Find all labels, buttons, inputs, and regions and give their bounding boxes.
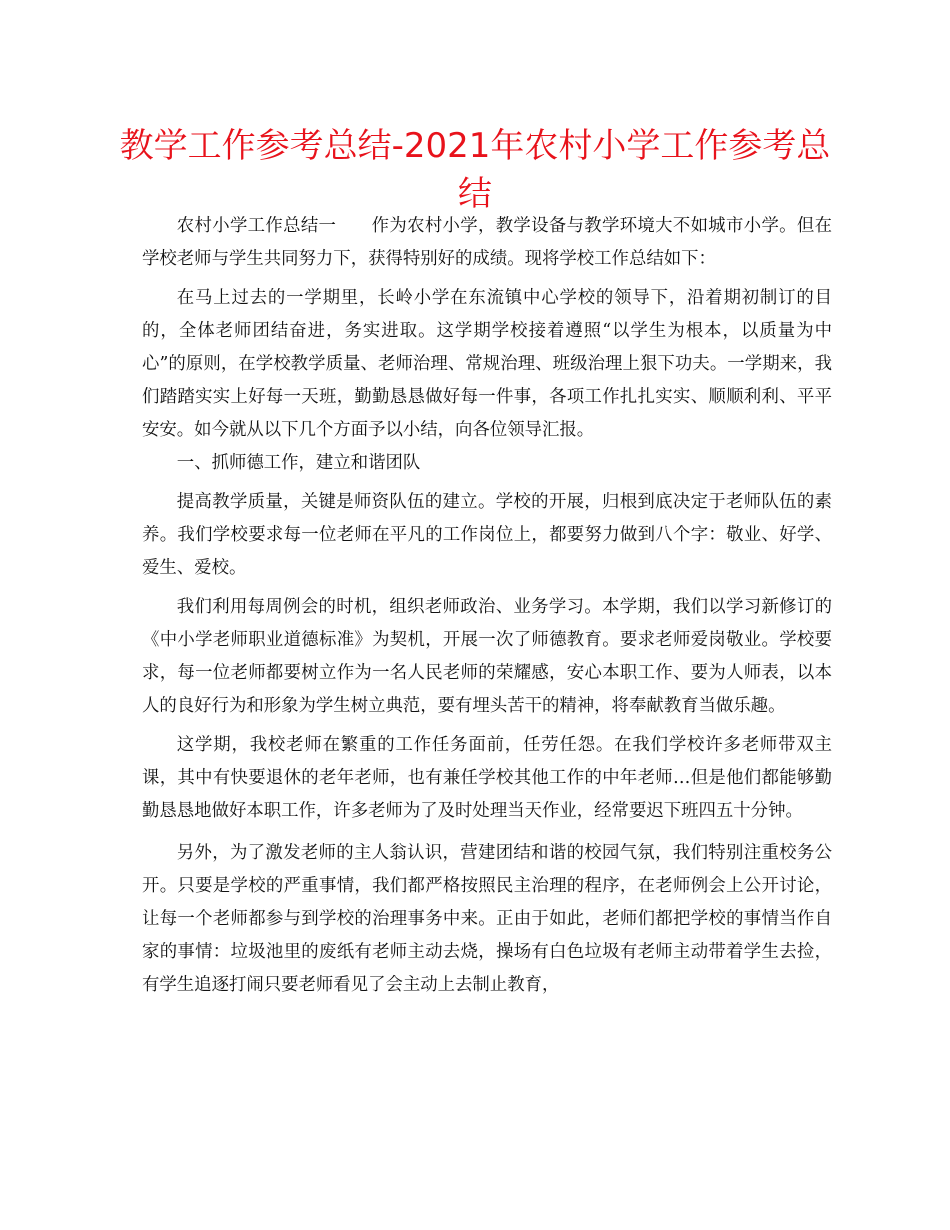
paragraph-weekly-study: 我们利用每周例会的时机，组织老师政治、业务学习。本学期，我们以学习新修订的《中小学老师职业道德标准》为契机，开展一次了师德教育。要求老师爱岗敬业。学校要求，每一位老师都要树立作为一名人民老师的荣耀感，安心本职工作、要为人师表，以本人的良好行为和形象为学生树立典范，要有埋头苦干的精神，将奉献教育当做乐趣。: [142, 597, 832, 716]
paragraph-school-affairs: 另外，为了激发老师的主人翁认识，营建团结和谐的校园气氛，我们特别注重校务公开。只要是学校的严重事情，我们都严格按照民主治理的程序，在老师例会上公开讨论，让每一个老师都参与到学校的治理事务中来。正由于如此，老师们都把学校的事情当作自家的事情：垃圾池里的废纸有老师主动去烧，操场有白色垃圾有老师主动带着学生去捡，有学生追逐打闹只要老师看见了会主动上去制止教育，: [142, 843, 832, 995]
document-body: [142, 210, 832, 1002]
document-title: 教学工作参考总结-2021年农村小学工作参考总结: [119, 126, 831, 214]
paragraph-team-building: 提高教学质量，关键是师资队伍的建立。学校的开展，归根到底决定于老师队伍的素养。我们学校要求每一位老师在平凡的工作岗位上，都要努力做到八个字：敬业、好学、爱生、爱校。: [142, 492, 832, 578]
paragraph-intro: 农村小学工作总结一 作为农村小学，教学设备与教学环境大不如城市小学。但在学校老师与学生共同努力下，获得特别好的成绩。现将学校工作总结如下：: [142, 216, 832, 269]
section-heading-teacher-ethics: 一、抓师德工作，建立和谐团队: [176, 453, 421, 473]
paragraph-overview: 在马上过去的一学期里，长岭小学在东流镇中心学校的领导下，沿着期初制订的目的，全体老师团结奋进，务实进取。这学期学校接着遵照“以学生为根本，以质量为中心”的原则，在学校教学质量、老师治理、常规治理、班级治理上狠下功夫。一学期来，我们踏踏实实上好每一天班，勤勤恳恳做好每一件事，各项工作扎扎实实、顺顺利利、平平安安。如今就从以下几个方面予以小结，向各位领导汇报。: [142, 288, 832, 440]
paragraph-workload: 这学期，我校老师在繁重的工作任务面前，任劳任怨。在我们学校许多老师带双主课，其中有快要退休的老年老师，也有兼任学校其他工作的中年老师…但是他们都能够勤勤恳恳地做好本职工作，许多老师为了及时处理当天作业，经常要迟下班四五十分钟。: [142, 735, 832, 821]
